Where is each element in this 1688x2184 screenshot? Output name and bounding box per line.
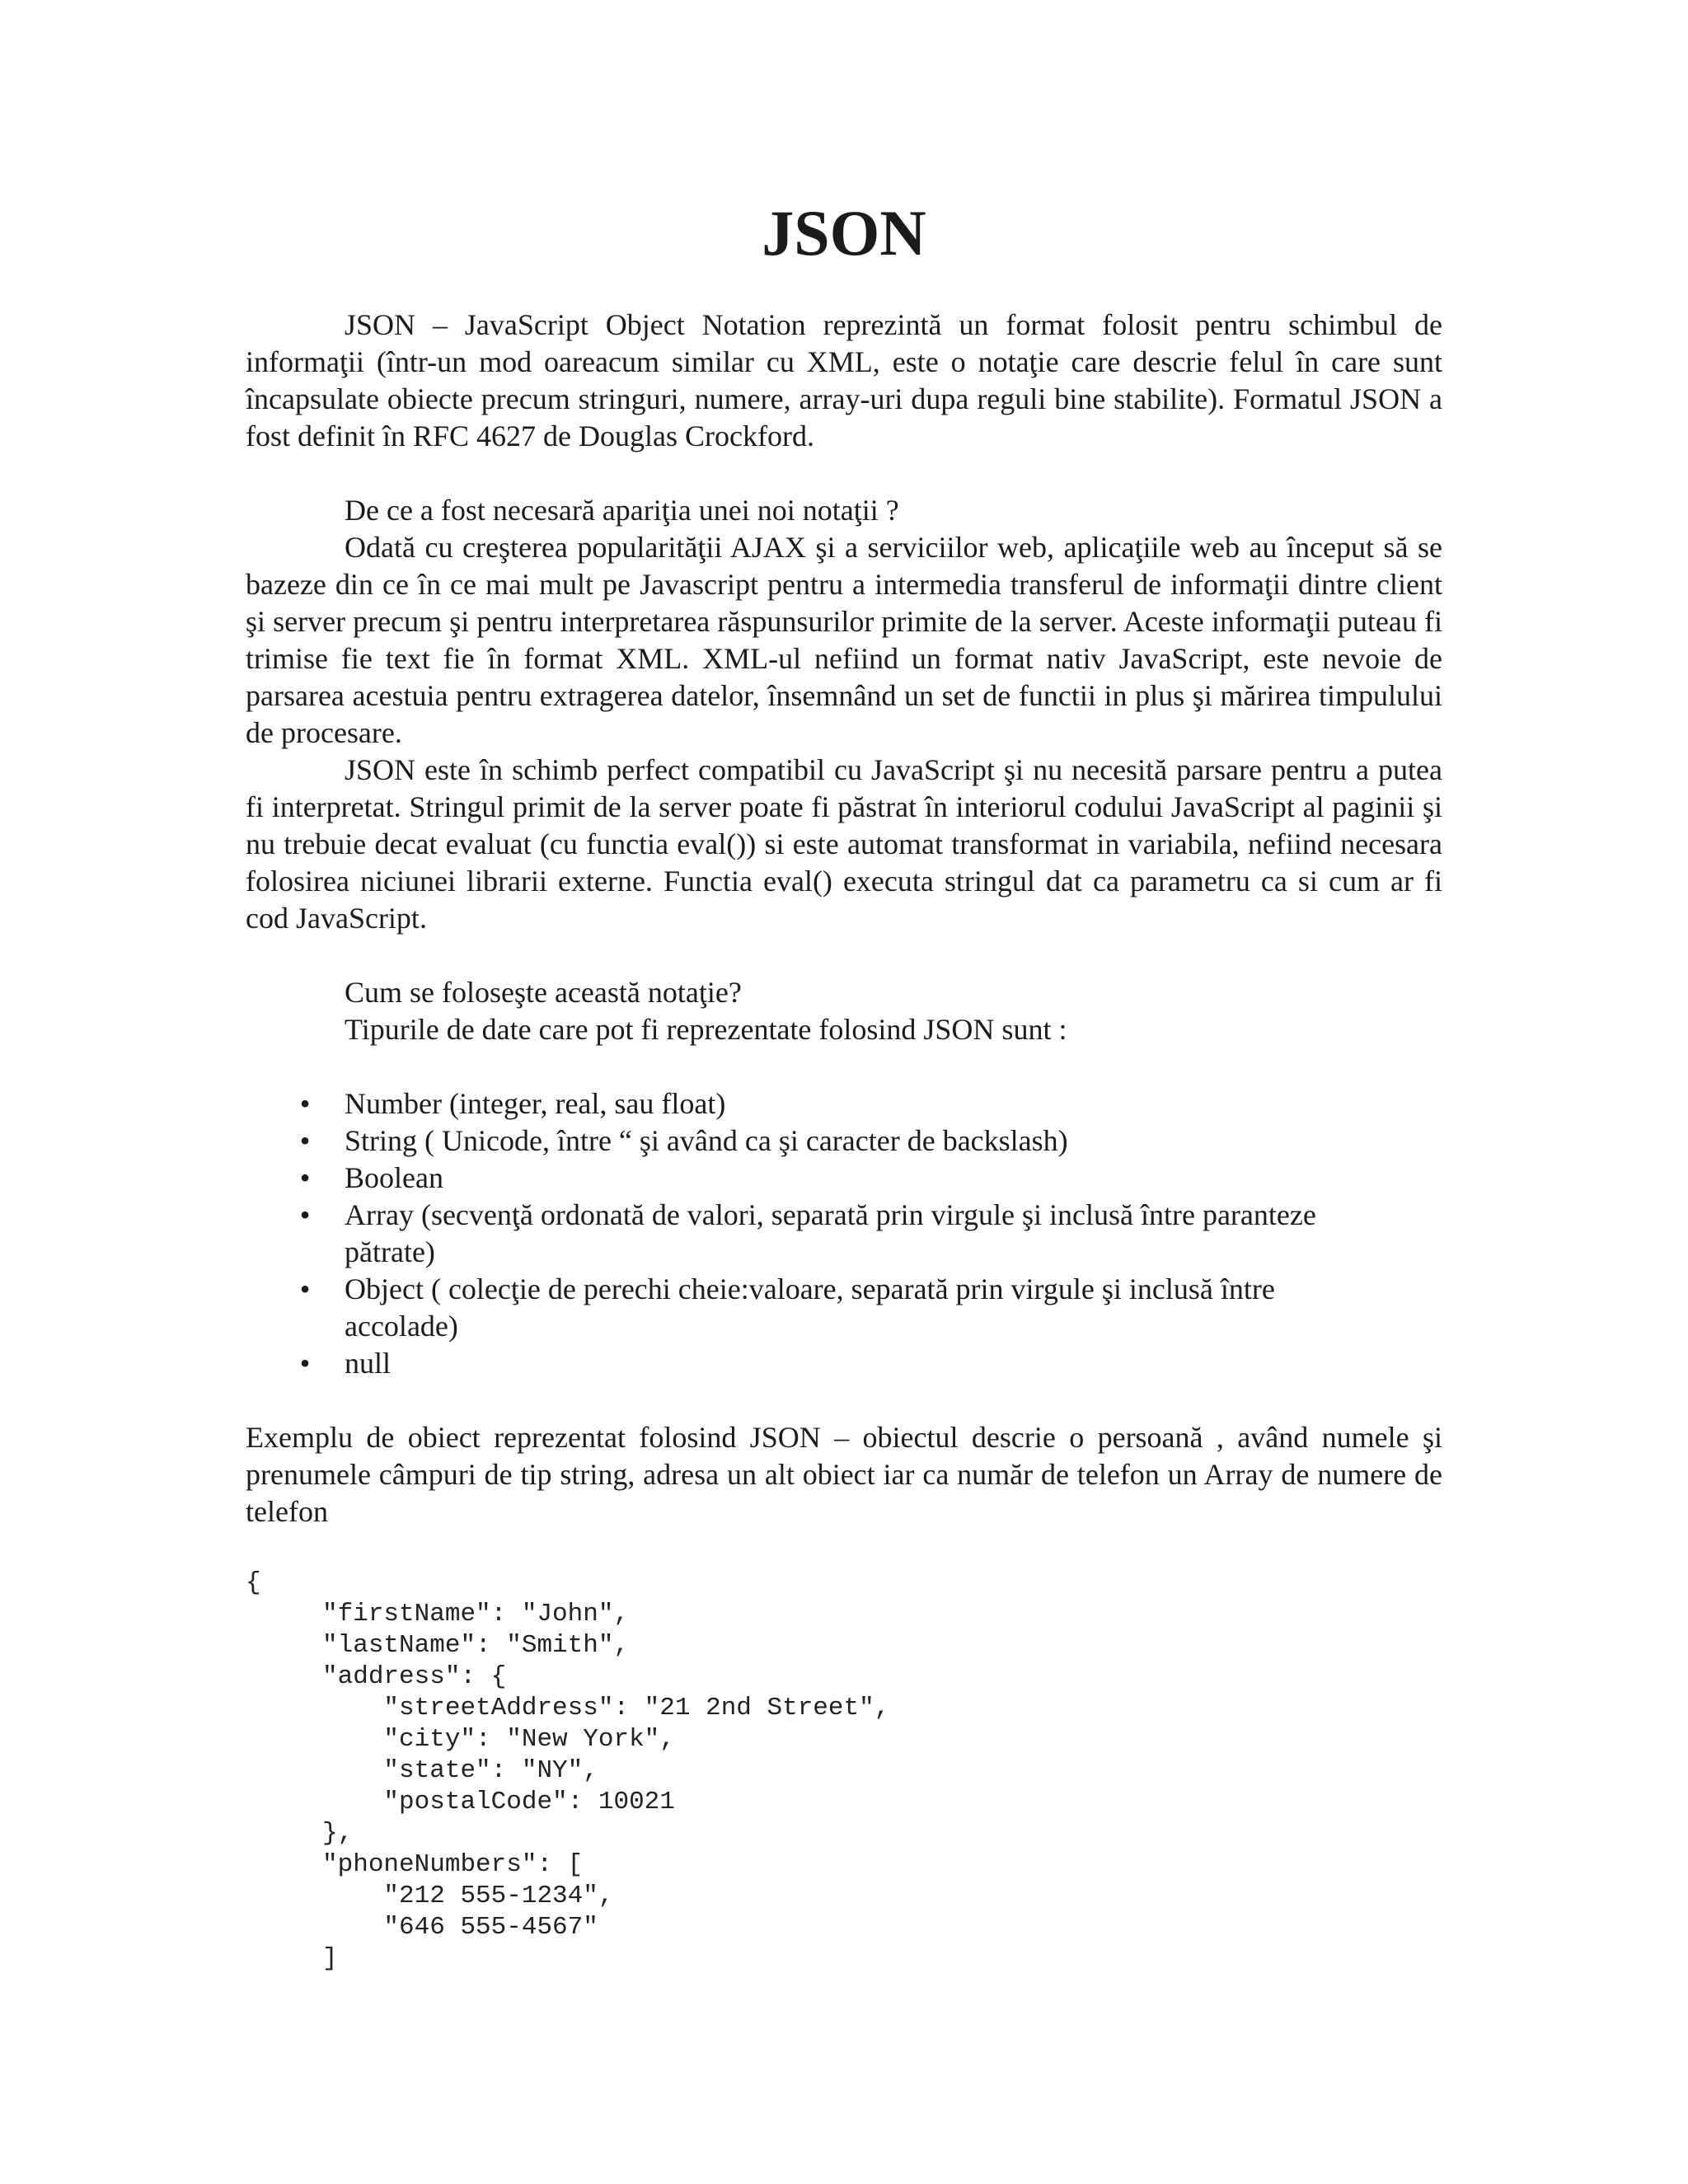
list-item-text: Array (secvenţă ordonată de valori, separată prin virgule şi inclusă între paranteze pătrate) bbox=[345, 1198, 1316, 1268]
bullet-icon: • bbox=[299, 1198, 311, 1231]
question-heading-1: De ce a fost necesară apariţia unei noi notaţii ? bbox=[345, 494, 899, 527]
question-heading-2: Cum se foloseşte această notaţie? bbox=[345, 976, 742, 1009]
list-item-text: Object ( colecţie de perechi cheie:valoare, separată prin virgule şi inclusă între accolade) bbox=[345, 1272, 1275, 1343]
bullet-icon: • bbox=[299, 1161, 311, 1194]
list-item-text: Number (integer, real, sau float) bbox=[345, 1087, 726, 1120]
bullet-icon: • bbox=[299, 1124, 311, 1157]
list-item-text: String ( Unicode, între “ şi având ca şi caracter de backslash) bbox=[345, 1124, 1068, 1157]
intro-paragraph: JSON – JavaScript Object Notation reprezintă un format folosit pentru schimbul de informaţii (într-un mod oareacum similar cu XML, este o notaţie care descrie felul în care sunt încapsulate obiecte precum stringuri, numere, array-uri dupa reguli bine stabilite). Formatul JSON a fost definit în RFC 4627 de Douglas Crockford. bbox=[246, 308, 1442, 452]
list-item bbox=[246, 1271, 1442, 1345]
bullet-icon: • bbox=[299, 1087, 311, 1120]
answer-paragraph-2: JSON este în schimb perfect compatibil cu JavaScript şi nu necesită parsare pentru a putea fi interpretat. Stringul primit de la server poate fi păstrat în interiorul codului JavaScript al paginii şi nu trebuie decat evaluat (cu functia eval()) si este automat transformat in variabila, nefiind necesara folosirea niciunei librarii externe. Functia eval() executa stringul dat ca parametru ca si cum ar fi cod JavaScript. bbox=[246, 753, 1442, 935]
answer-paragraph-1: Odată cu creşterea popularităţii AJAX şi a serviciilor web, aplicaţiile web au început să se bazeze din ce în ce mai mult pe Javascript pentru a intermedia transferul de informaţii dintre client şi server precum şi pentru interpretarea răspunsurilor primite de la server. Aceste informaţii puteau fi trimise fie text fie în format XML. XML-ul nefiind un format nativ JavaScript, este nevoie de parsarea acestuia pentru extragerea datelor, însemnând un set de functii in plus şi mărirea timpulului de procesare. bbox=[246, 531, 1442, 749]
list-item bbox=[246, 1122, 1442, 1160]
json-code-example: { "firstName": "John", "lastName": "Smith", "address": { "streetAddress": "21 2nd Street", "city": "New York", "state": "NY", "postalCode": 10021 }, "phoneNumbers": [ "212 555-1234", "646 555-4567" ] bbox=[246, 1568, 890, 1973]
spacer bbox=[246, 1382, 1442, 1419]
spacer bbox=[246, 455, 1442, 492]
document-body bbox=[246, 307, 1442, 1975]
page-title: JSON bbox=[762, 197, 926, 269]
list-item-text: Boolean bbox=[345, 1161, 443, 1194]
spacer bbox=[246, 1530, 1442, 1568]
list-item bbox=[246, 1085, 1442, 1122]
example-intro-paragraph: Exemplu de obiect reprezentat folosind JSON – obiectul descrie o persoană , având numele şi prenumele câmpuri de tip string, adresa un alt obiect iar ca număr de telefon un Array de numere de telefon bbox=[246, 1421, 1442, 1528]
spacer bbox=[246, 937, 1442, 974]
types-intro: Tipurile de date care pot fi reprezentate folosind JSON sunt : bbox=[345, 1013, 1067, 1046]
list-item bbox=[246, 1345, 1442, 1382]
spacer bbox=[246, 1048, 1442, 1085]
list-item bbox=[246, 1197, 1442, 1271]
list-item bbox=[246, 1160, 1442, 1197]
bullet-icon: • bbox=[299, 1347, 311, 1380]
list-item-text: null bbox=[345, 1347, 392, 1380]
bullet-icon: • bbox=[299, 1272, 311, 1305]
data-types-list bbox=[246, 1085, 1442, 1382]
